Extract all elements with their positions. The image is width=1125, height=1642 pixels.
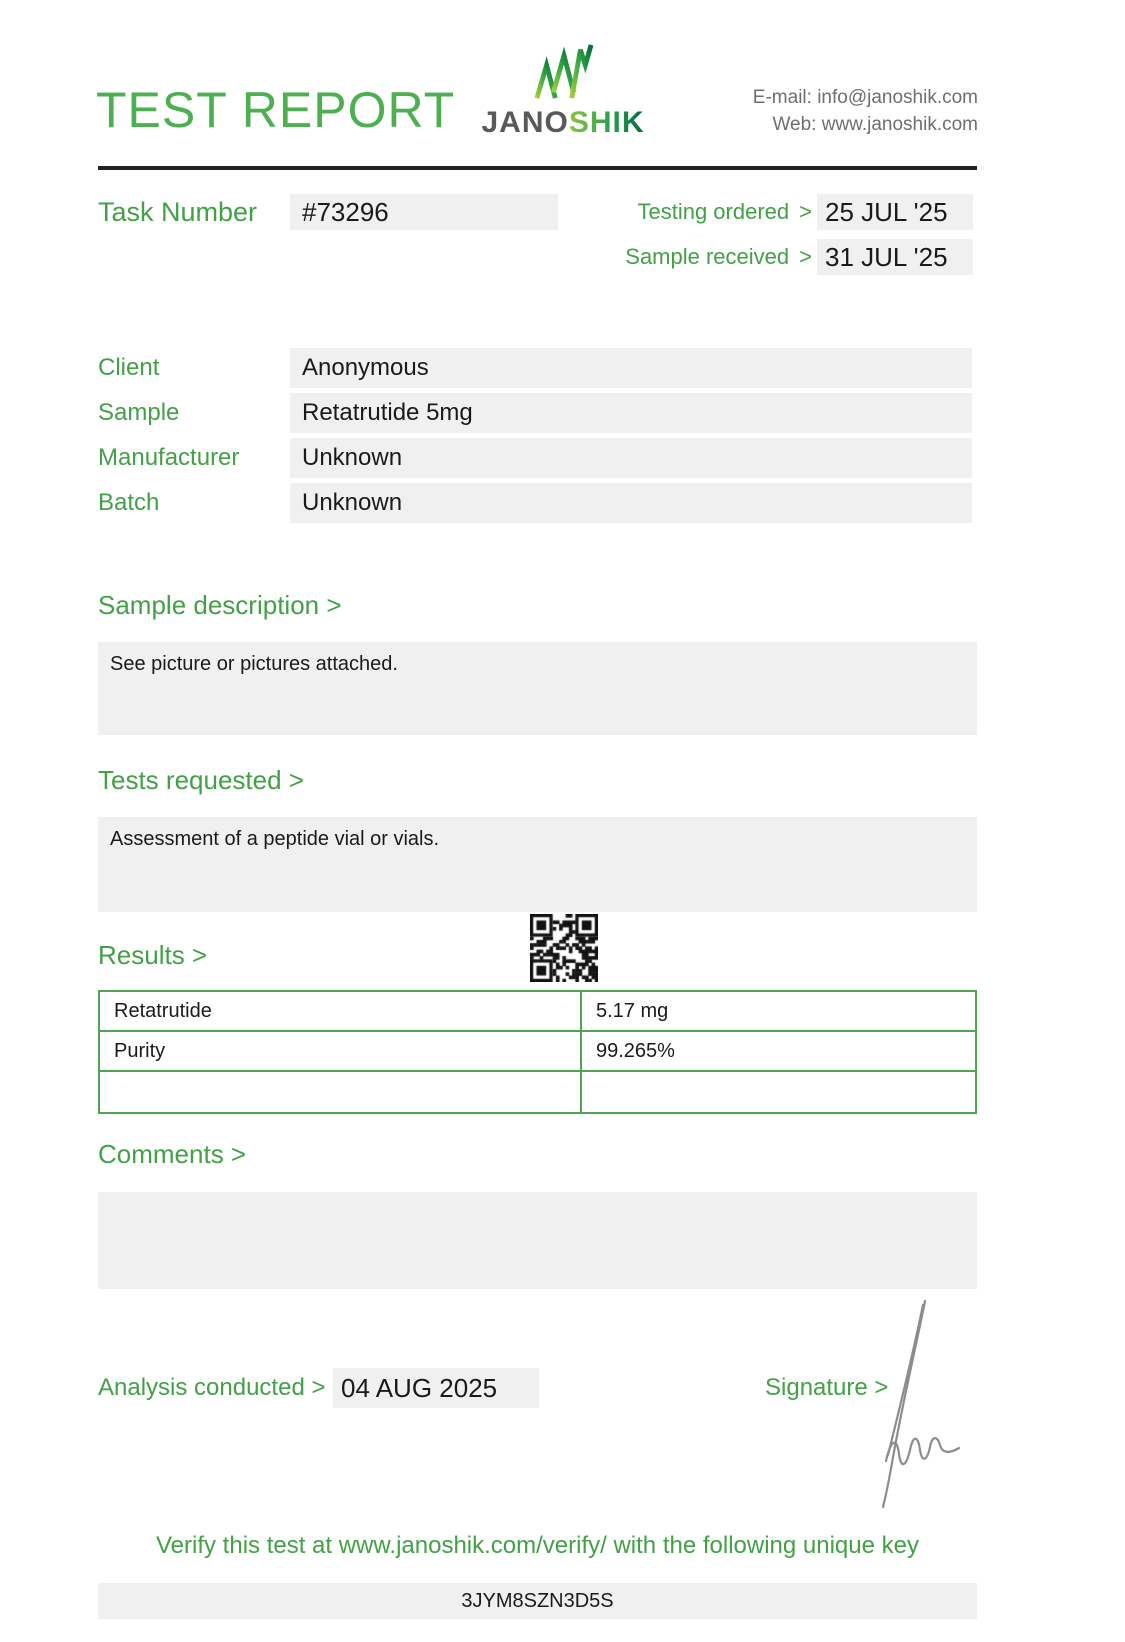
- client-value: Anonymous: [302, 354, 429, 381]
- chevron-right-icon: >: [799, 244, 812, 269]
- contact-web: Web: www.janoshik.com: [772, 114, 978, 135]
- brand-name: [478, 106, 648, 140]
- task-number-label: Task Number: [98, 197, 258, 227]
- manufacturer-label: Manufacturer: [98, 444, 240, 471]
- results-cell-value: 99.265%: [596, 1040, 675, 1062]
- header-divider: [98, 166, 977, 170]
- signature-image: [862, 1295, 997, 1510]
- client-field: [290, 348, 972, 388]
- manufacturer-field: [290, 438, 972, 478]
- chart-peaks-icon: [532, 42, 594, 102]
- results-cell-value: [582, 1072, 975, 1112]
- manufacturer-value: Unknown: [302, 444, 403, 471]
- verify-key-value: 3JYM8SZN3D5S: [461, 1590, 614, 1612]
- comments-text: [98, 1192, 977, 1201]
- results-row: [100, 1032, 975, 1072]
- results-cell-analyte: Retatrutide: [100, 992, 582, 1030]
- signature-label: Signature >: [765, 1374, 889, 1401]
- sample-received-field: [817, 239, 973, 275]
- batch-value: Unknown: [302, 489, 403, 516]
- results-cell-value: 5.17 mg: [596, 1000, 669, 1022]
- comments-box: [98, 1192, 977, 1289]
- testing-ordered-field: [817, 194, 973, 230]
- brand-name-left: JANO: [481, 106, 569, 139]
- results-row: [100, 1072, 975, 1112]
- task-number-value: #73296: [302, 197, 389, 227]
- batch-label: Batch: [98, 489, 160, 516]
- brand-name-right: SHIK: [568, 106, 645, 139]
- sample-received-value: 31 JUL '25: [825, 242, 948, 272]
- tests-requested-heading: Tests requested >: [98, 765, 304, 795]
- chevron-right-icon: >: [799, 199, 812, 224]
- task-number-field: [290, 194, 558, 230]
- analysis-date-field: [333, 1368, 539, 1408]
- qr-code: [530, 914, 598, 982]
- sample-description-box: [98, 642, 977, 735]
- contact-block: [753, 84, 978, 138]
- sample-description-text: See picture or pictures attached.: [110, 653, 398, 675]
- testing-ordered-value: 25 JUL '25: [825, 197, 948, 227]
- contact-email: E-mail: info@janoshik.com: [752, 87, 978, 108]
- results-row: [100, 992, 975, 1032]
- testing-ordered-label: Testing ordered >: [597, 194, 812, 230]
- client-label: Client: [98, 354, 160, 381]
- sample-label: Sample: [98, 399, 180, 426]
- analysis-conducted-label: Analysis conducted >: [98, 1374, 326, 1401]
- results-heading: Results >: [98, 940, 208, 970]
- results-cell-analyte: Purity: [100, 1032, 582, 1070]
- analysis-date-value: 04 AUG 2025: [341, 1373, 498, 1403]
- verify-instruction: Verify this test at www.janoshik.com/verify/ with the following unique key: [155, 1532, 919, 1559]
- comments-heading: Comments >: [98, 1139, 247, 1169]
- results-table: [98, 990, 977, 1114]
- sample-description-heading: Sample description >: [98, 590, 342, 620]
- results-cell-analyte: [100, 1072, 582, 1112]
- brand-logo: [478, 42, 648, 140]
- tests-requested-text: Assessment of a peptide vial or vials.: [110, 828, 440, 850]
- batch-field: [290, 483, 972, 523]
- sample-value: Retatrutide 5mg: [302, 399, 473, 426]
- verify-key-field: [98, 1583, 977, 1619]
- sample-received-label: Sample received >: [597, 239, 812, 275]
- sample-field: [290, 393, 972, 433]
- tests-requested-box: [98, 817, 977, 912]
- page-title: TEST REPORT: [96, 82, 456, 138]
